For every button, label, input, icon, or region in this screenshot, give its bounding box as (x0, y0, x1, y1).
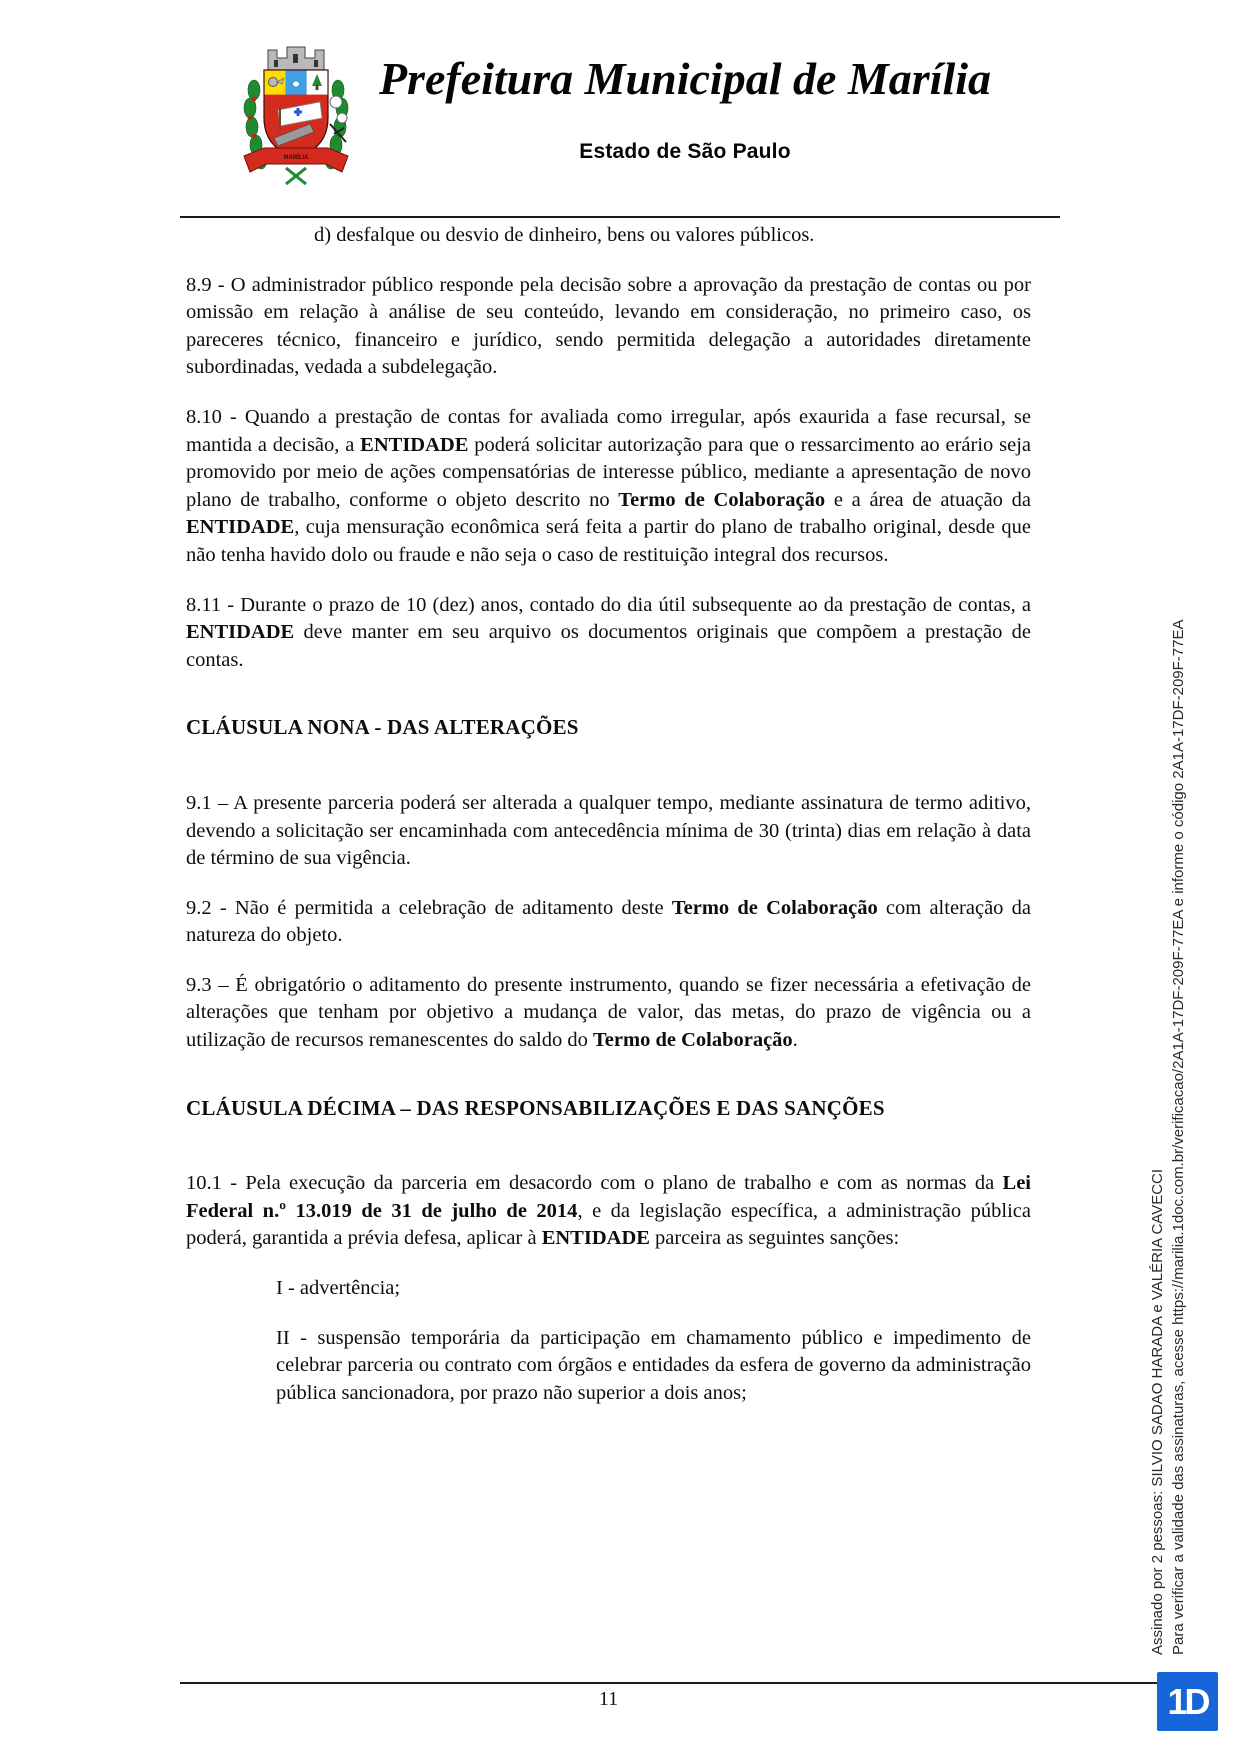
signature-line-1: Assinado por 2 pessoas: SILVIO SADAO HARADA e VALÉRIA CAVECCI (1149, 1168, 1166, 1655)
footer-divider (180, 1682, 1157, 1684)
clause-heading: CLÁUSULA NONA - DAS ALTERAÇÕES (186, 715, 579, 740)
page-title: Prefeitura Municipal de Marília (378, 53, 992, 104)
paragraph: I - advertência; (276, 1277, 401, 1300)
page-subtitle: Estado de São Paulo (579, 140, 791, 163)
paragraph: 10.1 - Pela execução da parceria em desacordo com o plano de trabalho e com as normas da Lei Federal n.º 13.019 de 31 de julho de 2014, e da legislação específica, a administração pública poderá, garantida a prévia defesa, aplicar à ENTIDADE parceira as seguintes sanções: (186, 1172, 1031, 1250)
signature-sidebar (1148, 620, 1189, 1656)
paragraph: 9.1 – A presente parceria poderá ser alterada a qualquer tempo, mediante assinatura de termo aditivo, devendo a solicitação ser encaminhada com antecedência mínima de 30 (trinta) dias em relação à data de término de sua vigência. (186, 791, 1031, 870)
page-number: 11 (598, 1688, 619, 1710)
crest-ribbon-text: MARÍLIA (283, 155, 309, 161)
paragraph: 9.3 – É obrigatório o aditamento do presente instrumento, quando se fizer necessária a efetivação de alterações que tenham por objetivo a mudança de valor, das metas, do prazo de vigência ou a utilização de recursos remanescentes do saldo do Termo de Colaboração. (186, 973, 1031, 1052)
header (320, 52, 1050, 164)
clause-heading: CLÁUSULA DÉCIMA – DAS RESPONSABILIZAÇÕES E DAS SANÇÕES (186, 1095, 885, 1120)
paragraph: d) desfalque ou desvio de dinheiro, bens ou valores públicos. (314, 224, 815, 246)
paragraph: 8.9 - O administrador público responde pela decisão sobre a aprovação da prestação de contas ou por omissão em relação à análise de seu conteúdo, levando em consideração, no primeiro caso, os pareceres técnico, financeiro e jurídico, sendo permitida delegação a autoridades diretamente subordinadas, vedada a subdelegação. (186, 273, 1031, 379)
paragraph: 8.10 - Quando a prestação de contas for avaliada como irregular, após exaurida a fase recursal, se mantida a decisão, a ENTIDADE poderá solicitar autorização para que o ressarcimento ao erário seja promovido por meio de ações compensatórias de interesse público, mediante a apresentação de novo plano de trabalho, conforme o objeto descrito no Termo de Colaboração e a área de atuação da ENTIDADE, cuja mensuração econômica será feita a partir do plano de trabalho original, desde que não tenha havido dolo ou fraude e não seja o caso de restituição integral dos recursos. (186, 405, 1031, 566)
signature-line-2: Para verificar a validade das assinaturas, acesse https://marilia.1doc.com.br/verificacao/2A1A-17DF-209F-77EA e informe o código 2A1A-17DF-209F-77EA (1169, 619, 1187, 1655)
document-body (186, 222, 1031, 1429)
1doc-logo: 1D (1157, 1672, 1218, 1731)
paragraph: 9.2 - Não é permitida a celebração de aditamento deste Termo de Colaboração com alteração da natureza do objeto. (186, 896, 1031, 947)
header-divider (180, 216, 1060, 218)
paragraph: II - suspensão temporária da participação em chamamento público e impedimento de celebrar parceria ou contrato com órgãos e entidades da esfera de governo da administração pública sancionadora, por prazo não superior a dois anos; (276, 1326, 1031, 1404)
paragraph: 8.11 - Durante o prazo de 10 (dez) anos, contado do dia útil subsequente ao da prestação de contas, a ENTIDADE deve manter em seu arquivo os documentos originais que compõem a prestação de contas. (186, 593, 1031, 671)
